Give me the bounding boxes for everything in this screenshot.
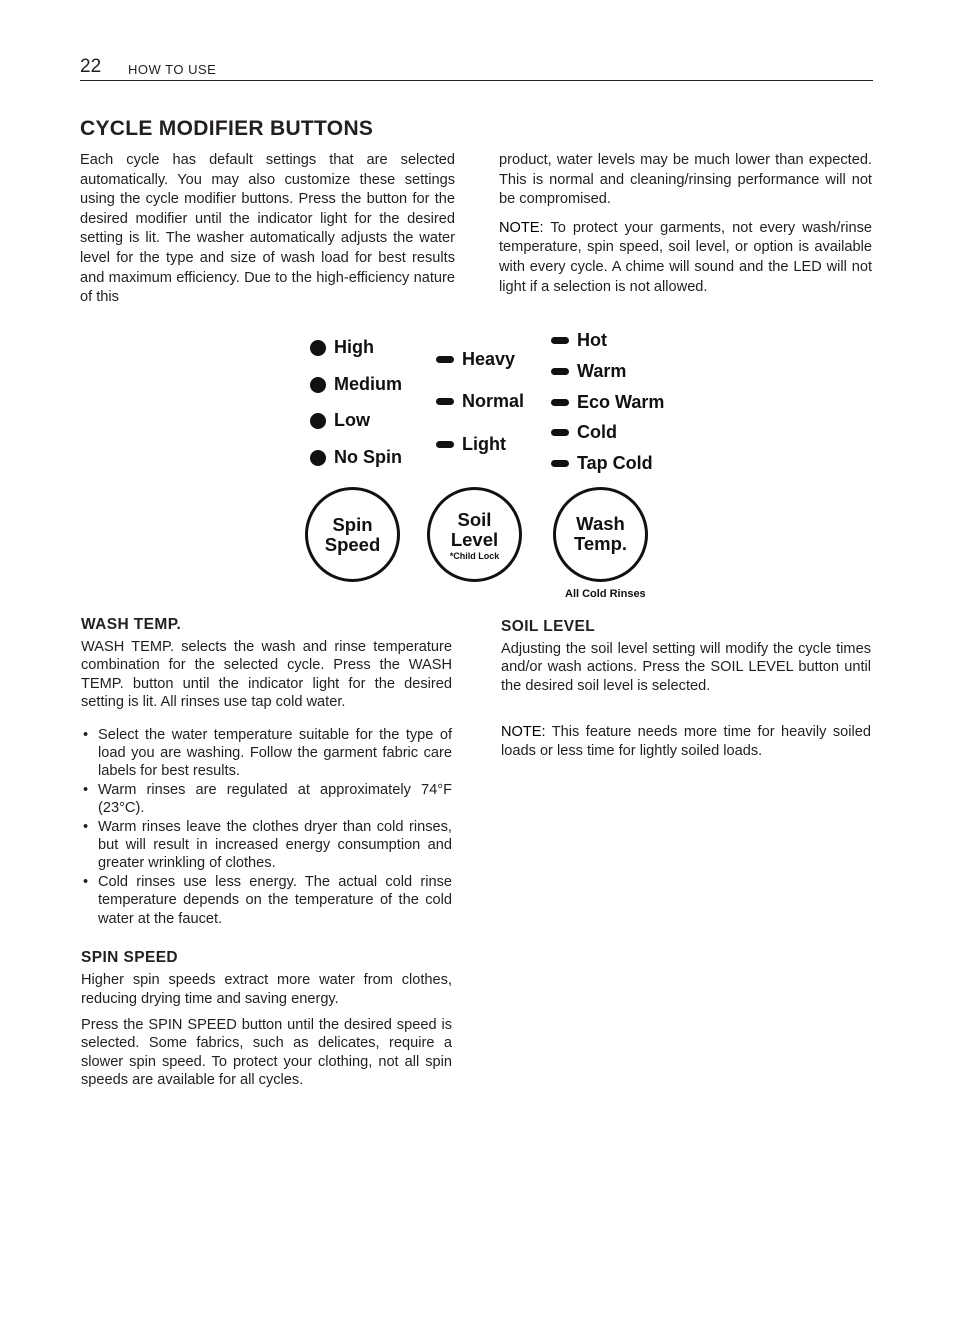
intro-right-paragraph: product, water levels may be much lower than expected. This is normal and cleaning/rinsing performance will not be compromised.: [499, 152, 872, 208]
soil-level-button: Soil Level *Child Lock: [427, 487, 522, 582]
left-column: [81, 616, 452, 1090]
soil-level-heading: SOIL LEVEL: [501, 618, 596, 635]
temp-option-tap-cold: Tap Cold: [551, 453, 653, 474]
spin-speed-button: Spin Speed: [305, 487, 400, 582]
right-column: [501, 618, 871, 760]
spin-option-no-spin: No Spin: [310, 447, 402, 468]
section-label: HOW TO USE: [128, 62, 217, 77]
note-text: To protect your garments, not every wash/rinse temperature, spin speed, soil level, or option is available with every cycle. A chime will sound and the LED will not light if a selection is not allowed.: [499, 219, 872, 295]
list-item: • Select the water temperature suitable for the type of load you are washing. Follow the garment fabric care labels for best results.: [81, 726, 452, 781]
spin-option-high: High: [310, 337, 374, 358]
intro-right-column: [499, 151, 872, 297]
indicator-led-icon: [436, 398, 454, 405]
temp-option-hot: Hot: [551, 330, 607, 351]
spin-speed-paragraph-2: Press the SPIN SPEED button until the desired speed is selected. Some fabrics, such as delicates, require a slower spin speed. To protect your clothing, not all spin speeds are available for all cycles.: [81, 1016, 452, 1089]
header-rule: [80, 80, 873, 81]
temp-option-warm: Warm: [551, 361, 626, 382]
note-label: NOTE:: [499, 219, 544, 236]
indicator-led-icon: [436, 356, 454, 363]
spin-option-low: Low: [310, 410, 370, 431]
soil-level-body: Adjusting the soil level setting will modify the cycle times and/or wash actions. Press the SOIL LEVEL button until the desired soil level is selected.: [501, 641, 871, 694]
note-text: This feature needs more time for heavily soiled loads or less time for lightly soiled loads.: [501, 724, 871, 759]
list-item: • Warm rinses leave the clothes dryer than cold rinses, but will result in increased energy consumption and greater wrinkling of clothes.: [81, 818, 452, 873]
page-title: CYCLE MODIFIER BUTTONS: [80, 117, 374, 140]
child-lock-label: *Child Lock: [449, 551, 500, 561]
wash-temp-button: Wash Temp.: [553, 487, 648, 582]
all-cold-rinses-caption: All Cold Rinses: [565, 588, 646, 600]
intro-left-paragraph: Each cycle has default settings that are selected automatically. You may also customize these settings using the cycle modifier buttons. Press the button for the desired modifier until the indicator light for the desired setting is lit. The washer automatically adjusts the water level for the type and size of wash load for best results and maximum efficiency. Due to the high-efficiency nature of this: [80, 152, 455, 306]
wash-temp-body: WASH TEMP. selects the wash and rinse temperature combination for the selected cycle. Press the WASH TEMP. button until the indicator light for the desired setting is lit. All rinses use tap cold water.: [81, 639, 452, 711]
page-number: 22: [80, 56, 102, 77]
indicator-led-icon: [551, 399, 569, 406]
soil-option-normal: Normal: [436, 391, 524, 412]
wash-temp-heading: WASH TEMP.: [81, 616, 182, 633]
soil-option-light: Light: [436, 434, 506, 455]
intro-note: [499, 219, 872, 297]
soil-level-note: [501, 723, 871, 760]
spin-option-medium: Medium: [310, 374, 402, 395]
list-item: • Cold rinses use less energy. The actual cold rinse temperature depends on the temperature of the cold water at the faucet.: [81, 873, 452, 928]
indicator-dot-icon: [310, 377, 326, 393]
soil-option-heavy: Heavy: [436, 349, 515, 370]
indicator-dot-icon: [310, 340, 326, 356]
indicator-dot-icon: [310, 450, 326, 466]
spin-speed-paragraph-1: Higher spin speeds extract more water from clothes, reducing drying time and saving energy.: [81, 972, 452, 1007]
indicator-led-icon: [551, 429, 569, 436]
indicator-dot-icon: [310, 413, 326, 429]
indicator-led-icon: [436, 441, 454, 448]
temp-option-eco-warm: Eco Warm: [551, 392, 664, 413]
wash-temp-bullets: [81, 726, 452, 928]
indicator-led-icon: [551, 368, 569, 375]
spin-speed-heading: SPIN SPEED: [81, 949, 179, 967]
temp-option-cold: Cold: [551, 422, 617, 443]
control-panel-diagram: [300, 330, 665, 605]
list-item: • Warm rinses are regulated at approximately 74°F (23°C).: [81, 781, 452, 818]
note-label: NOTE:: [501, 724, 546, 741]
indicator-led-icon: [551, 460, 569, 467]
indicator-led-icon: [551, 337, 569, 344]
